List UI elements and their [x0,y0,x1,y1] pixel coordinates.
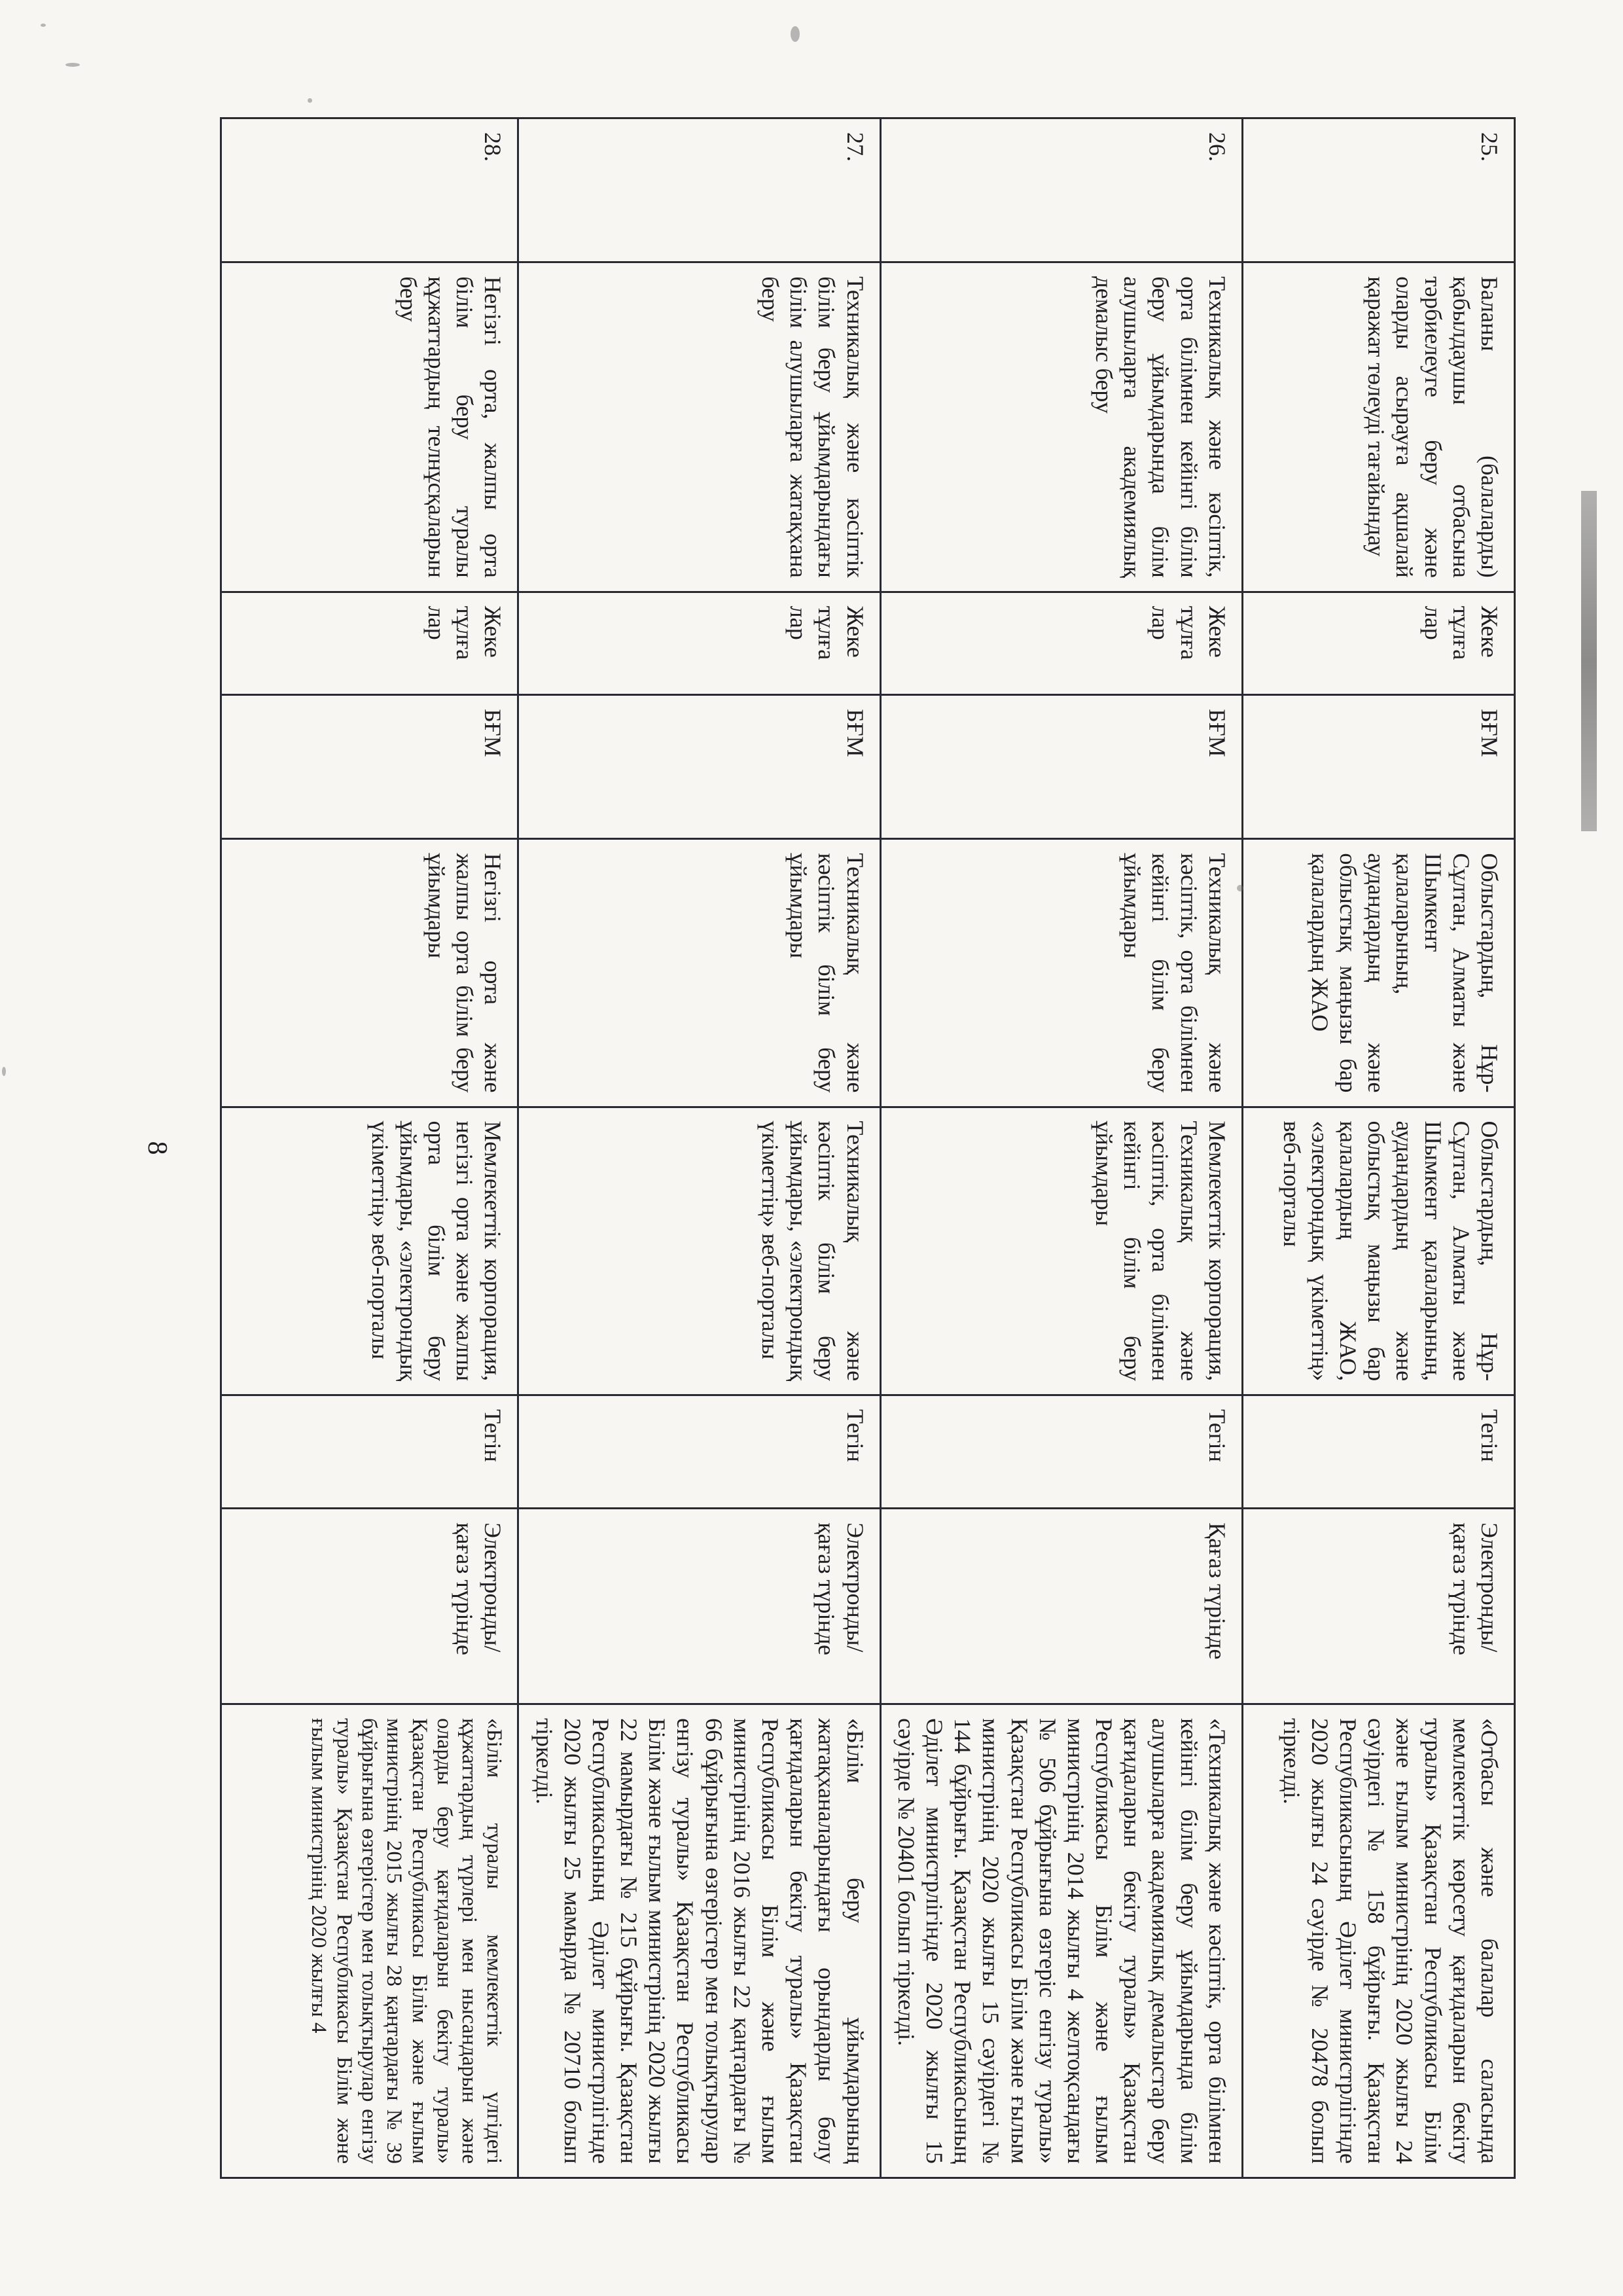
cell-provider: Негізгі орта және жалпы орта білім беру ұйымдары [221,839,518,1107]
cell-cost: Тегін [880,1395,1242,1509]
cell-application: Мемлекеттік корпорация, Техникалық және кәсіптік, орта білімнен кейінгі білім беру ұйымдары [880,1107,1242,1395]
cell-service: Техникалық және кәсіптік, орта білімнен кейінгі білім беру ұйымдарында білім алушыларға академиялық демалыс беру [880,262,1242,592]
cell-form: Электронды/ қағаз түрінде [1242,1509,1514,1704]
cell-application: Техникалық және кәсіптік білім беру ұйымдары, «электрондық үкіметтің» веб-порталы [518,1107,880,1395]
cell-cost: Тегін [221,1395,518,1509]
cell-agency: БҒМ [221,695,518,839]
cell-application: Мемлекеттік корпорация, негізгі орта және жалпы орта білім беру ұйымдары, «электрондық үкіметтің» веб-порталы [221,1107,518,1395]
table-row [221,118,518,2178]
cell-num: 27. [518,118,880,262]
cell-recipient: Жеке тұлға лар [221,592,518,694]
cell-recipient: Жеке тұлға лар [880,592,1242,694]
cell-regulation: «Техникалық және кәсіптік, орта білімнен кейінгі білім беру ұйымдарында білім алушыларға академиялық демалыстар беру қағидаларын бекіту туралы» Қазақстан Республикасы Білім және ғылым министрінің 2014 жылғы 4 желтоқсандағы № 506 бұйрығына өзгеріс енгізу туралы» Қазақстан Республикасы Білім және ғылым министрінің 2020 жылғы 15 сәуірдегі № 144 бұйрығы. Қазақстан Республикасының Әділет министрлігінде 2020 жылғы 15 сәуірде № 20401 болып тіркелді. [880,1704,1242,2178]
cell-regulation: «Білім туралы мемлекеттік үлгідегі құжаттардың түрлері мен нысандарын және оларды беру қағидаларын бекіту туралы» Қазақстан Республикасы Білім және ғылым министрінің 2015 жылғы 28 қаңтардағы № 39 бұйрығына өзгерістер мен толықтырулар енгізу туралы» Қазақстан Республикасы Білім және ғылым министрінің 2020 жылғы 4 [221,1704,518,2178]
cell-provider: Техникалық және кәсіптік білім беру ұйымдары [518,839,880,1107]
cell-form: Қағаз түрінде [880,1509,1242,1704]
scan-artifact [1581,491,1597,831]
cell-service: Негізгі орта, жалпы орта білім беру туралы құжаттардың телнұсқаларын беру [221,262,518,592]
cell-form: Электронды/ қағаз түрінде [518,1509,880,1704]
cell-num: 25. [1242,118,1514,262]
cell-num: 26. [880,118,1242,262]
table-body [221,118,1515,2178]
cell-form: Электронды/ қағаз түрінде [221,1509,518,1704]
cell-num: 28. [221,118,518,262]
cell-agency: БҒМ [1242,695,1514,839]
table-row [880,118,1242,2178]
table-row [518,118,880,2178]
cell-application: Облыстардың, Нұр-Сұлтан, Алматы және Шымкент қалаларының, аудандардың және облыстық маңызы бар қалалардың ЖАО, «электрондық үкіметтің» веб-порталы [1242,1107,1514,1395]
cell-recipient: Жеке тұлға лар [518,592,880,694]
table-row [1242,118,1514,2178]
page-number: 8 [142,1141,172,1155]
cell-provider: Техникалық және кәсіптік, орта білімнен кейінгі білім беру ұйымдары [880,839,1242,1107]
cell-service: Техникалық және кәсіптік білім беру ұйымдарындағы білім алушыларға жатақхана беру [518,262,880,592]
cell-cost: Тегін [518,1395,880,1509]
cell-cost: Тегін [1242,1395,1514,1509]
cell-provider: Облыстардың, Нұр-Сұлтан, Алматы және Шымкент қалаларының, аудандардың және облыстық маңызы бар қалалардың ЖАО [1242,839,1514,1107]
cell-recipient: Жеке тұлға лар [1242,592,1514,694]
rotated-page-content [220,117,1516,2179]
cell-service: Баланы (балаларды) қабылдаушы отбасына тәрбиелеуге беру және оларды асырауға ақшалай қаражат төлеуді тағайындау [1242,262,1514,592]
cell-regulation: «Отбасы және балалар саласында мемлекеттік көрсету қағидаларын бекіту туралы» Қазақстан Республикасы Білім және ғылым министрінің 2020 жылғы 24 сәуірдегі № 158 бұйрығы. Қазақстан Республикасының Әділет министрлігінде 2020 жылғы 24 сәуірде № 20478 болып тіркелді. [1242,1704,1514,2178]
cell-regulation: «Білім беру ұйымдарының жатақханаларындағы орындарды бөлу қағидаларын бекіту туралы» Қазақстан Республикасы Білім және ғылым министрінің 2016 жылғы 22 қаңтардағы № 66 бұйрығына өзгерістер мен толықтырулар енгізу туралы» Қазақстан Республикасы Білім және ғылым министрінің 2020 жылғы 22 мамырдағы № 215 бұйрығы. Қазақстан Республикасының Әділет министрлігінде 2020 жылғы 25 мамырда № 20710 болып тіркелді. [518,1704,880,2178]
cell-agency: БҒМ [880,695,1242,839]
public-services-table [220,117,1516,2179]
cell-agency: БҒМ [518,695,880,839]
